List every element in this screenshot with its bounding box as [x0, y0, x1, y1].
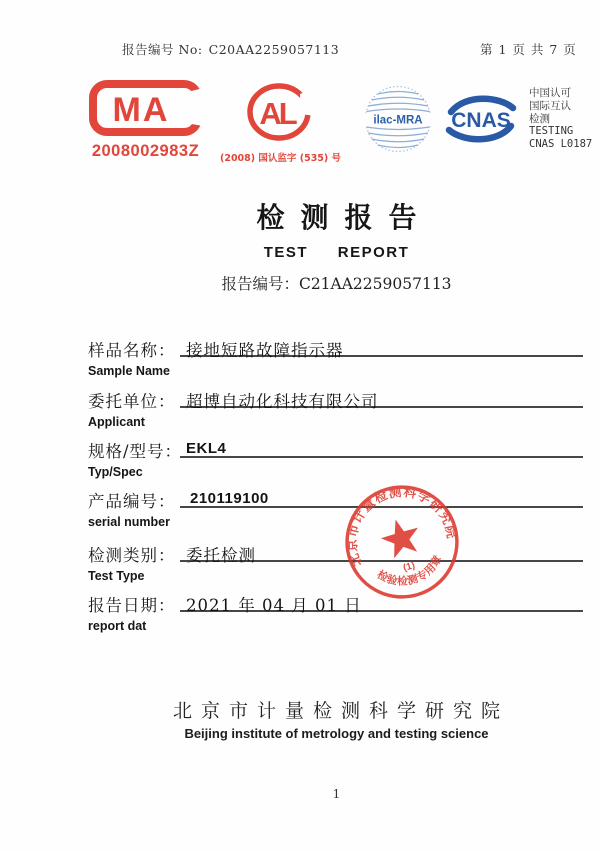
- field-value: 接地短路故障指示器: [186, 341, 344, 360]
- field-row-serial-number: [88, 488, 583, 538]
- ilac-mra-logo: [364, 85, 432, 157]
- field-row-applicant: [88, 388, 583, 438]
- svg-text:检验检测专用章: [372, 550, 449, 596]
- field-row-type-spec: [88, 438, 583, 488]
- field-label: 规格/型号：: [88, 442, 183, 461]
- stamp-ring-text: 北京市计量检测科学研究院: [343, 483, 460, 569]
- field-label-en: serial number: [88, 515, 170, 529]
- cnas-logo: [443, 93, 519, 149]
- field-row-report-date: [88, 592, 583, 642]
- report-number-value: C20AA2259057113: [208, 42, 340, 57]
- accreditation-line: 检测: [529, 112, 550, 125]
- field-label: 产品编号：: [88, 492, 176, 511]
- cal-ring-gap: [300, 88, 315, 116]
- field-label: 检测类别：: [88, 546, 176, 565]
- cal-letters: AL: [259, 96, 295, 131]
- field-label-en: Typ/Spec: [88, 465, 143, 479]
- field-label-en: Applicant: [88, 415, 145, 429]
- official-seal-stamp: [341, 481, 463, 603]
- ilac-label: ilac-MRA: [373, 114, 423, 127]
- cma-ring-gap: [180, 88, 203, 126]
- stamp-bottom-text: 检验检测专用章: [374, 552, 445, 588]
- ilac-mra-logo-icon: [364, 85, 432, 153]
- cal-logo-icon: [243, 82, 315, 144]
- institute-name-en: Beijing institute of metrology and testing science: [184, 726, 489, 741]
- field-value: 委托检测: [186, 546, 256, 565]
- accreditation-caption: [529, 87, 592, 151]
- page-number: 1: [332, 787, 341, 801]
- field-label: 委托单位：: [88, 392, 176, 411]
- cma-logo-icon: [88, 79, 203, 137]
- field-row-sample-name: [88, 337, 583, 387]
- cma-logo: [88, 79, 203, 161]
- report-title-en: TEST REPORT: [263, 244, 410, 261]
- field-label: 报告日期：: [88, 596, 176, 615]
- accreditation-line: 中国认可: [529, 87, 571, 99]
- report-title-cn: 检测报告: [256, 201, 433, 234]
- cal-logo: [220, 82, 342, 164]
- stamp-number: (1): [401, 560, 417, 574]
- field-value: 超博自动化科技有限公司: [186, 392, 379, 411]
- report-number-line: 报告编号：C21AA2259057113: [221, 275, 452, 293]
- institute-name-cn: 北京市计量检测科学研究院: [172, 700, 509, 722]
- accreditation-line: CNAS L0187: [529, 138, 593, 151]
- field-underline: [180, 456, 583, 458]
- page-info: 第 1 页 共 7 页: [480, 42, 577, 57]
- report-number-label: 报告编号 No:: [122, 42, 203, 57]
- field-value: EKL4: [186, 440, 227, 457]
- cnas-letters: CNAS: [451, 109, 511, 132]
- field-label-en: report dat: [88, 619, 147, 633]
- cma-letters: MA: [112, 91, 170, 129]
- cnas-logo-icon: [443, 93, 519, 145]
- field-value: 2021 年 04 月 01 日: [186, 596, 362, 615]
- accreditation-line: 国际互认: [529, 99, 571, 112]
- report-number-header: [122, 40, 339, 58]
- cal-caption: (2008) 国认监字 (535) 号: [220, 153, 342, 164]
- field-label-en: Sample Name: [88, 364, 170, 378]
- cma-cert-number: 2008002983Z: [91, 142, 200, 160]
- field-label-en: Test Type: [88, 569, 145, 583]
- field-row-test-type: [88, 542, 583, 592]
- star-icon: [377, 514, 424, 560]
- field-value: 210119100: [190, 490, 269, 507]
- field-label: 样品名称：: [88, 341, 176, 360]
- svg-text:北京市计量检测科学研究院: [341, 481, 461, 569]
- accreditation-line: TESTING: [529, 125, 574, 138]
